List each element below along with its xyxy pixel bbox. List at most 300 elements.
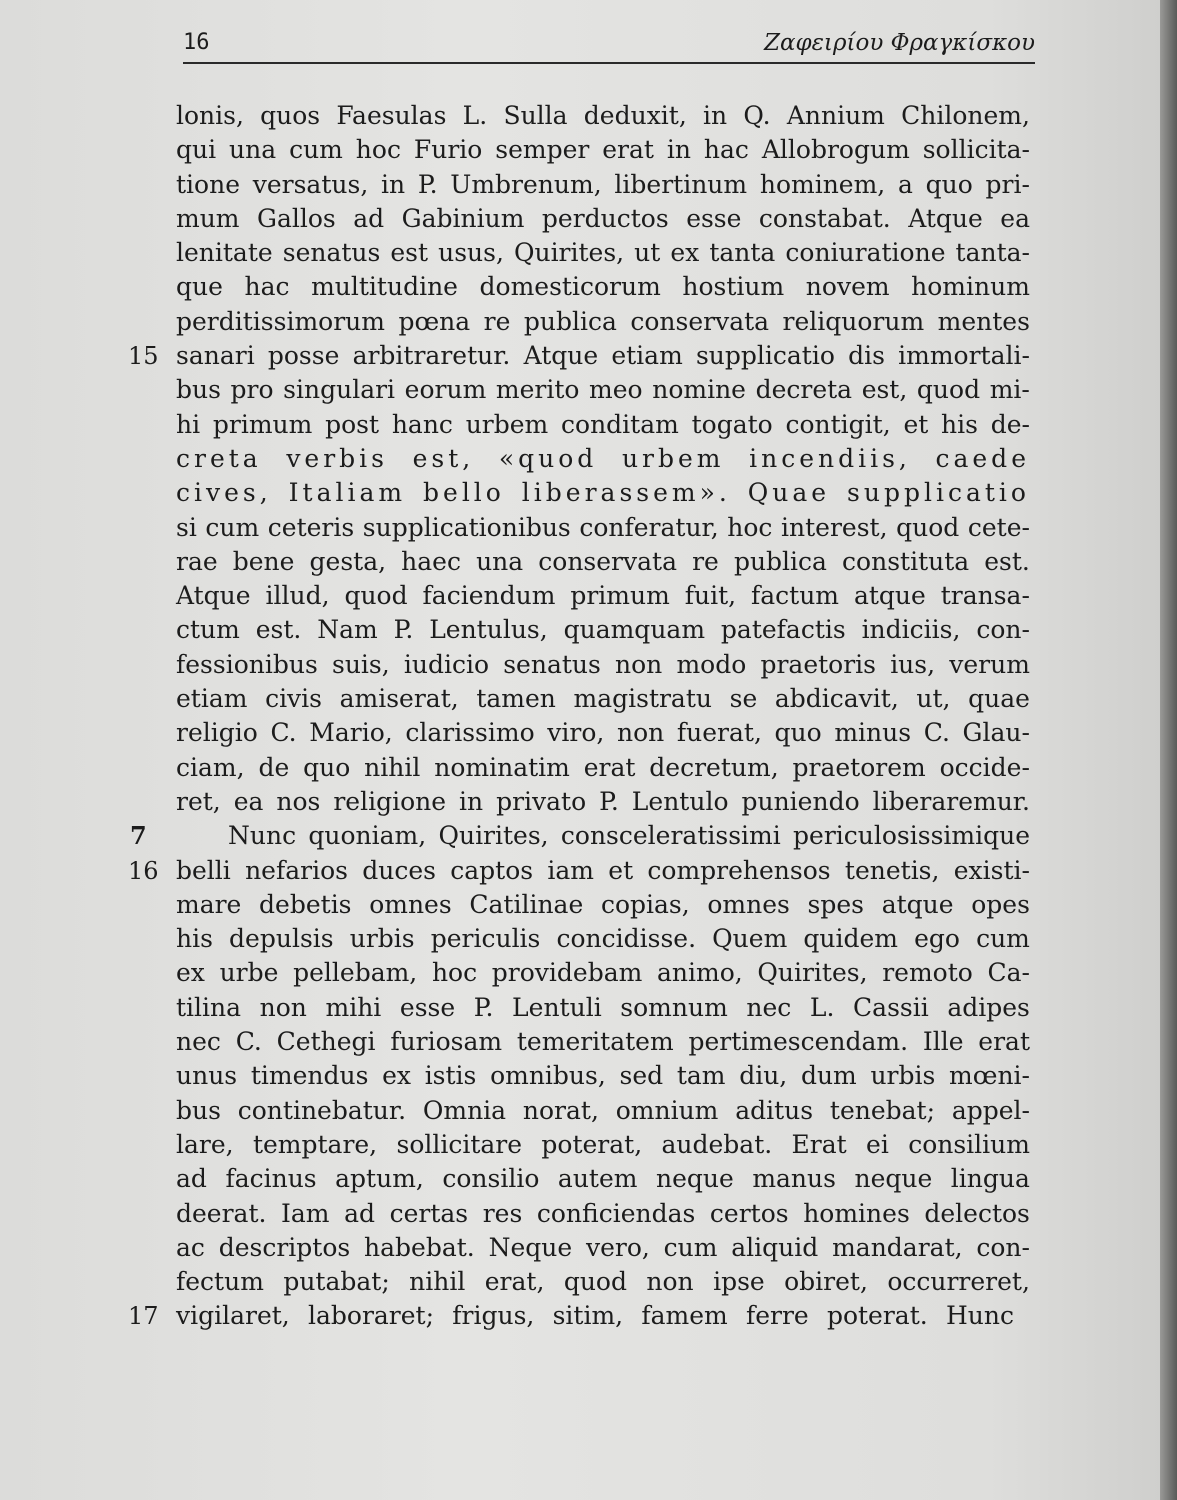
word: existi- [953, 855, 1030, 885]
text-line [176, 751, 1030, 785]
word: illud, [265, 581, 330, 611]
word: neque [656, 1164, 734, 1194]
word: nec [746, 992, 792, 1022]
word: sanari [176, 341, 255, 371]
word: et [903, 409, 929, 439]
word: eorum [404, 375, 487, 405]
word: periculis [430, 924, 541, 954]
word: P. [599, 786, 619, 816]
word: usus, [438, 238, 504, 268]
word: cum [976, 924, 1030, 954]
word: non [646, 1267, 694, 1297]
word: qui [176, 135, 217, 165]
word: quod [896, 512, 960, 542]
word: Nam [317, 615, 378, 645]
word: erat [978, 1027, 1030, 1057]
word: Q. [743, 101, 771, 130]
word: remoto [882, 958, 973, 988]
word: et [608, 855, 634, 885]
word: ctum [176, 615, 240, 645]
text-line [176, 99, 1030, 133]
text-line [176, 202, 1030, 236]
word: una [476, 546, 524, 576]
word: comprehensos [647, 855, 831, 885]
word: Ca- [987, 958, 1030, 988]
text-line [176, 716, 1030, 750]
word: esse [686, 203, 742, 233]
word: ex [670, 238, 700, 268]
text-line [176, 1162, 1030, 1196]
text-line [176, 1025, 1030, 1059]
word: hostium [682, 272, 785, 302]
word: semper [495, 135, 590, 165]
word: aptum, [335, 1164, 424, 1194]
text-line [176, 408, 1030, 442]
margin-line-number: 7 [130, 821, 147, 851]
word: atque [881, 889, 954, 919]
word: post [325, 409, 380, 439]
word: ei [866, 1129, 889, 1159]
word: furiosam [390, 1027, 503, 1057]
word: coniuratione [785, 238, 946, 268]
text-line [176, 305, 1030, 339]
text-line [176, 133, 1030, 167]
word: re [692, 546, 719, 576]
word: fectum [176, 1267, 264, 1297]
word: pertimescendam. [688, 1027, 909, 1057]
word: mi- [989, 375, 1030, 405]
word: Lentulo [631, 786, 729, 816]
word: una [229, 135, 277, 165]
word: magistratu [573, 684, 712, 714]
word: tanta [709, 238, 776, 268]
word: gesta, [309, 546, 387, 576]
word: ea [1000, 203, 1030, 233]
word: continebatur. [237, 1095, 407, 1125]
text-line [128, 339, 1030, 373]
word: haec [401, 546, 461, 576]
page-edge-shadow [1160, 0, 1177, 1500]
word: in [381, 169, 406, 199]
word: hoc [355, 135, 401, 165]
word: supplicatio [847, 478, 1030, 508]
word: spes [807, 889, 864, 919]
word: lare, [176, 1129, 234, 1159]
word: erat, [484, 1267, 545, 1297]
word: modo [676, 649, 747, 679]
word: Lentulus, [429, 615, 548, 645]
word: poterat. [826, 1301, 928, 1331]
word: quod [563, 1267, 627, 1297]
word: Cassii [853, 992, 929, 1022]
word: mœni- [949, 1061, 1030, 1091]
word: tam [676, 1061, 726, 1091]
word: putabat; [283, 1267, 390, 1297]
word: in [666, 135, 691, 165]
word: singulari [283, 375, 396, 405]
word: ea [233, 786, 264, 816]
word: Atque [176, 581, 251, 611]
word: nihil [364, 752, 421, 782]
word: liberaremur. [872, 786, 1030, 816]
word: obiret, [784, 1267, 868, 1297]
word: Hunc [945, 1301, 1014, 1331]
text-line [176, 270, 1030, 304]
word: Catilinae [469, 889, 584, 919]
word: cives, [176, 478, 272, 508]
word: abdicavit, [774, 684, 899, 714]
word: caede [935, 443, 1030, 473]
page-number: 16 [183, 30, 210, 55]
word: certos [709, 1198, 789, 1228]
word: libertinum [614, 169, 748, 199]
word: laboraret; [308, 1301, 435, 1331]
word: Umbrenum, [450, 169, 602, 199]
word: cum [205, 512, 260, 542]
word: viro, [547, 718, 605, 748]
word: pellebam, [293, 958, 418, 988]
word: mare [176, 889, 242, 919]
word: ut, [916, 684, 951, 714]
word: delectos [924, 1198, 1030, 1228]
word: Glau- [962, 718, 1030, 748]
word: a [897, 169, 913, 199]
word: immortali- [898, 341, 1030, 371]
word: consceleratissimi [560, 821, 781, 851]
text-line [176, 545, 1030, 579]
word: Quirites, [438, 821, 549, 851]
word: civis [265, 684, 323, 714]
word: mandarat, [832, 1232, 963, 1262]
word: conferatur, [579, 512, 719, 542]
word: iudicio [403, 649, 490, 679]
word: ret, [176, 786, 221, 816]
word: pœna [398, 306, 471, 336]
word: quod [916, 375, 981, 405]
word: fuerat, [676, 718, 762, 748]
word: hac [703, 135, 749, 165]
word: rae [176, 546, 218, 576]
word: conservata [538, 546, 677, 576]
word: factum [751, 581, 840, 611]
word: deduxit, [583, 101, 687, 130]
word: quo [925, 169, 973, 199]
word: Gallos [257, 203, 336, 233]
word: decretum, [649, 752, 779, 782]
word: supplicationibus [362, 512, 571, 542]
word: constabat. [758, 203, 891, 233]
word: conditam [561, 409, 679, 439]
word: puniendo [741, 786, 860, 816]
word: non [616, 718, 665, 748]
word: urbe [219, 958, 279, 988]
word: omnium [615, 1095, 719, 1125]
word: indiciis, [861, 615, 961, 645]
word: hi [176, 409, 201, 439]
word: perditissimorum [176, 306, 385, 336]
word: manus [752, 1164, 836, 1194]
word: appel- [951, 1095, 1030, 1125]
word: norat, [522, 1095, 599, 1125]
word: aliquid [731, 1232, 819, 1262]
text-line [176, 236, 1030, 270]
word: facinus [225, 1164, 317, 1194]
word: Quem [712, 924, 788, 954]
word: autem [557, 1164, 638, 1194]
word: cum [663, 1232, 718, 1262]
word: C. [235, 1027, 262, 1057]
word: quo [774, 718, 822, 748]
word: vero, [585, 1232, 650, 1262]
word: omnes [369, 889, 452, 919]
word: fuit, [684, 581, 737, 611]
word: non [615, 649, 663, 679]
word: tilina [176, 992, 242, 1022]
text-line [176, 613, 1030, 647]
word: ferre [745, 1301, 809, 1331]
word: Omnia [422, 1095, 507, 1125]
word: patefactis [720, 615, 846, 645]
word: quae [968, 684, 1030, 714]
word: ego [914, 924, 960, 954]
word: opes [971, 889, 1030, 919]
text-line [176, 1197, 1030, 1231]
word: est, [861, 375, 908, 405]
word: non [259, 992, 307, 1022]
word: iam [547, 855, 594, 885]
text-line [176, 682, 1030, 716]
word: nec [176, 1027, 221, 1057]
word: Ille [922, 1027, 964, 1057]
word: Sulla [503, 101, 568, 130]
word: meo [589, 375, 643, 405]
word: Mario, [309, 718, 393, 748]
word: his [941, 409, 978, 439]
word: togato [691, 409, 773, 439]
word: si [176, 512, 197, 542]
word: P. [473, 992, 494, 1022]
word: Atque [908, 203, 983, 233]
text-line [176, 956, 1030, 990]
word: interest, [781, 512, 888, 542]
word: depulsis [229, 924, 334, 954]
word: animo, [656, 958, 743, 988]
word: somnum [620, 992, 728, 1022]
word: nominatim [434, 752, 570, 782]
word: cete- [967, 512, 1030, 542]
word: quidem [803, 924, 898, 954]
word: nihil [409, 1267, 466, 1297]
text-line [176, 1265, 1030, 1299]
word: omnes [707, 889, 790, 919]
word: ex [176, 958, 205, 988]
word: «quod [498, 443, 598, 473]
word: audebat. [661, 1129, 773, 1159]
word: se [729, 684, 758, 714]
word: Annium [786, 101, 885, 130]
word: in [703, 101, 728, 130]
word: urbem [621, 443, 725, 473]
word: quo [303, 752, 351, 782]
text-line [128, 854, 1030, 888]
word: publica [523, 306, 617, 336]
word: primum [212, 409, 313, 439]
word: temeritatem [516, 1027, 674, 1057]
word: constituta [842, 546, 970, 576]
word: bus [176, 375, 221, 405]
word: C. [270, 718, 297, 748]
word: ex [382, 1061, 411, 1091]
word: aditus [735, 1095, 814, 1125]
word: senatus [282, 238, 381, 268]
text-line [176, 168, 1030, 202]
word: novem [805, 272, 890, 302]
page-header [183, 28, 1035, 64]
word: P. [393, 615, 414, 645]
word: ipse [713, 1267, 765, 1297]
text-line [176, 442, 1030, 476]
word: con- [976, 1232, 1030, 1262]
word: Iam [281, 1198, 330, 1228]
text-line [176, 991, 1030, 1025]
word: est. [984, 546, 1030, 576]
word: sollicita- [922, 135, 1030, 165]
word: primum [570, 581, 670, 611]
word: L. [809, 992, 835, 1022]
word: famem [641, 1301, 728, 1331]
word: Lentuli [512, 992, 602, 1022]
word: Gabinium [401, 203, 525, 233]
word: ius, [890, 649, 936, 679]
running-head: Ζαφειρίου Φραγκίσκου [763, 30, 1035, 56]
word: praetorem [792, 752, 926, 782]
word: multitudine [311, 272, 458, 302]
word: quamquam [563, 615, 706, 645]
word: Atque [523, 341, 599, 371]
word: ad [353, 203, 385, 233]
word: Faesulas [336, 101, 447, 130]
word: res [482, 1198, 523, 1228]
word: Quirites, [513, 238, 625, 268]
word: domesticorum [479, 272, 661, 302]
latin-text-body [128, 99, 1030, 1334]
word: liberassem». [521, 478, 731, 508]
text-line [176, 888, 1030, 922]
word: de- [990, 409, 1030, 439]
margin-line-number: 17 [128, 1302, 159, 1331]
word: contigit, [785, 409, 891, 439]
word: conficiendas [536, 1198, 696, 1228]
word: sitim, [552, 1301, 624, 1331]
word: neque [854, 1164, 933, 1194]
word: mentes [937, 306, 1030, 336]
word: versatus, [252, 169, 369, 199]
word: periculosissimique [793, 821, 1030, 851]
word: lingua [950, 1164, 1030, 1194]
word: nomine [652, 375, 746, 405]
word: creta [176, 443, 262, 473]
word: quoniam, [308, 821, 427, 851]
word: hominum [911, 272, 1030, 302]
word: Cethegi [276, 1027, 376, 1057]
word: his [176, 924, 213, 954]
word: hominem, [759, 169, 886, 199]
word: debetis [259, 889, 352, 919]
word: consilio [442, 1164, 540, 1194]
text-line [176, 373, 1030, 407]
word: concidisse. [556, 924, 697, 954]
word: arbitraretur. [352, 341, 511, 371]
word: hac [244, 272, 290, 302]
word: fessionibus [176, 649, 318, 679]
word: senatus [503, 649, 601, 679]
text-line [176, 1231, 1030, 1265]
word: incendiis, [749, 443, 911, 473]
word: est, [412, 443, 475, 473]
word: pri- [985, 169, 1030, 199]
word: bene [232, 546, 295, 576]
word: religio [176, 718, 258, 748]
word: quos [260, 101, 321, 130]
word: in [459, 786, 484, 816]
word: urbem [465, 409, 549, 439]
word: quod [344, 581, 408, 611]
word: supplicatio [695, 341, 835, 371]
word: pro [230, 375, 274, 405]
word: deerat. [176, 1198, 267, 1228]
word: con- [976, 615, 1030, 645]
word: dum [800, 1061, 857, 1091]
word: Quae [747, 478, 831, 508]
word: ad [176, 1164, 207, 1194]
word: hoc [431, 958, 478, 988]
word: Nunc [228, 821, 297, 851]
word: bus [176, 1095, 221, 1125]
word: captos [450, 855, 534, 885]
word: etiam [176, 684, 248, 714]
word: faciendum [422, 581, 556, 611]
word: homines [803, 1198, 910, 1228]
margin-line-number: 16 [128, 856, 159, 885]
word: est. [255, 615, 302, 645]
word: tenebat; [829, 1095, 936, 1125]
word: merito [495, 375, 580, 405]
word: Furio [413, 135, 483, 165]
word: frigus, [452, 1301, 535, 1331]
word: verbis [286, 443, 389, 473]
word: habebat. [364, 1232, 475, 1262]
word: hanc [391, 409, 453, 439]
word: de [258, 752, 290, 782]
word: descriptos [218, 1232, 351, 1262]
word: adipes [947, 992, 1030, 1022]
word: tenetis, [844, 855, 940, 885]
text-line [128, 1299, 1014, 1333]
word: vigilaret, [176, 1301, 290, 1331]
word: minus [834, 718, 912, 748]
word: mihi [325, 992, 382, 1022]
word: urbis [870, 1061, 936, 1091]
word: erat [583, 752, 636, 782]
word: consilium [908, 1129, 1030, 1159]
word: sollicitare [396, 1129, 523, 1159]
word: poterat, [541, 1129, 643, 1159]
word: timendus [250, 1061, 369, 1091]
word: publica [733, 546, 827, 576]
margin-line-number: 15 [128, 342, 159, 371]
text-line [176, 476, 1030, 510]
word: reliquorum [782, 306, 925, 336]
